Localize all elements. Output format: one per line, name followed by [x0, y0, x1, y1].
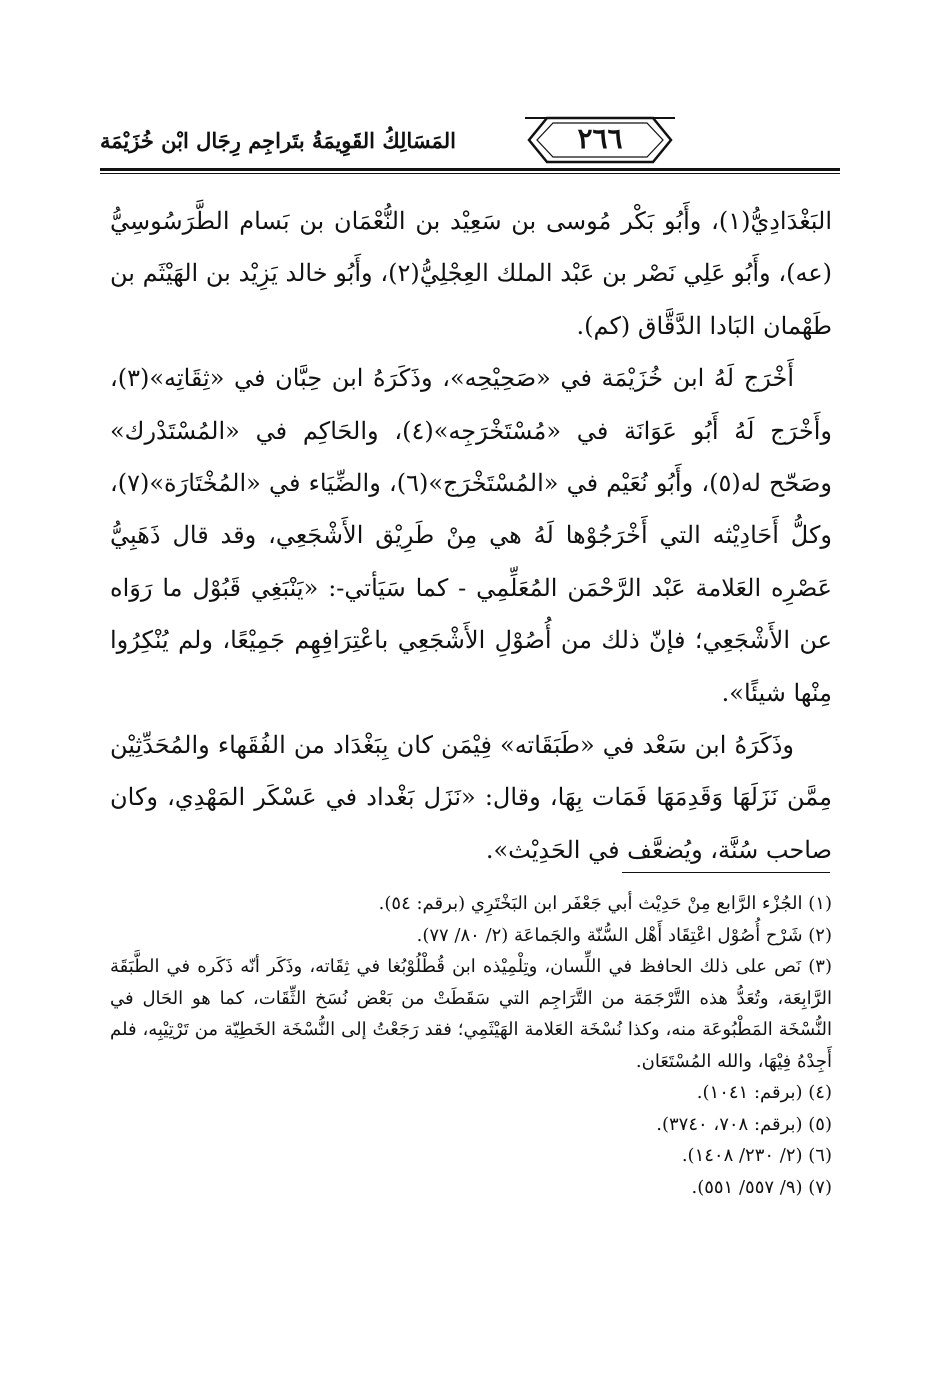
- footnote-1: (١) الجُزْء الرَّابع مِنْ حَدِيْث أبي جَعْفَر ابن البَخْتَرِي (برقم: ٥٤).: [378, 893, 832, 914]
- footnote-2: (٢) شَرْح أُصُوْل اعْتِقَاد أَهْل السُّنّة والجَماعَة (٢/ ٨٠/ ٧٧).: [416, 924, 832, 946]
- book-title: المَسَالِكُ القَوِيمَةُ بتَراجِم رِجَال ابْن خُزَيْمَة: [100, 128, 456, 153]
- footnote-4: (٤) (برقم: ١٠٤١).: [696, 1082, 832, 1103]
- page-header: [100, 96, 840, 176]
- footnote-3: (٣) نَص على ذلك الحافظ في اللِّسان، وتِلْمِيْذه ابن قُطْلُوْبُغا في ثِقَاته، وذَكَر أنّه ذَكَره في الطَّبَقَة الرَّابِعَة، وتُعَدُّ هذه التَّرْجَمَة من التَّرَاجِم التي سَقَطَتْ من بَعْض نُسَخ الثِّقَات، كما هو الحَال في النُّسْخَة المَطْبُوعَة منه، وكذا نُسْخَة العَلامة الهَيْثَمِي؛ فقد رَجَعْتُ إلى النُّسْخَة الخَطِيّة من تَرْتِيْبِه، فلم أَجِدْهُ فِيْهَا، والله المُسْتَعَان.: [110, 956, 832, 1072]
- footnote-separator: [622, 872, 830, 873]
- header-rule-thin: [100, 173, 840, 174]
- paragraph-3: وذَكَرَهُ ابن سَعْد في «طَبَقَاته» فِيْمَن كان بِبَغْدَاد من الفُقَهاء والمُحَدِّثِيْن مِمَّن نَزَلَهَا وَقَدِمَهَا فَمَات بِهَا، وقال: «نَزَل بَغْداد في عَسْكَر المَهْدِي، وكان صاحب سُنَّة، ويُضعَّف في الحَدِيْث».: [110, 731, 832, 864]
- paragraph-2: أَخْرَج لَهُ ابن خُزَيْمَة في «صَحِيْحِه»، وذَكَرَهُ ابن حِبَّان في «ثِقَاتِه»(٣)، وأَخْرَج لَهُ أَبُو عَوَانَة في «مُسْتَخْرَجِه»(٤)، والحَاكِم في «المُسْتَدْرك» وصَحّح له(٥)، وأَبُو نُعَيْم في «المُسْتَخْرَج»(٦)، والضِّيَاء في «المُخْتَارَة»(٧)، وكلُّ أَحَادِيْثه التي أَخْرَجُوْها لَهُ هي مِنْ طَرِيْق الأَشْجَعِي، وقد قال ذَهَبِيُّ عَصْرِه العَلامة عَبْد الرَّحْمَن المُعَلِّمِي - كما سَيَأتي-: «يَنْبَغِي قَبُوْل ما رَوَاه عن الأَشْجَعِي؛ فإنّ ذلك من أُصُوْلِ الأَشْجَعِي باعْتِرَافِهِم جَمِيْعًا، ولم يُنْكِرُوا مِنْها شيئًا».: [110, 364, 833, 707]
- footnote-5: (٥) (برقم: ٧٠٨، ٣٧٤٠).: [656, 1113, 832, 1135]
- footnotes: [110, 888, 832, 1203]
- page-number: ٢٦٦: [577, 122, 623, 155]
- header-rule: [100, 168, 840, 171]
- main-text: [110, 195, 832, 876]
- footnote-7: (٧) (٩/ ٥٥٧/ ٥٥١).: [691, 1176, 832, 1198]
- footnote-6: (٦) (٢/ ٢٣٠/ ١٤٠٨).: [681, 1145, 832, 1166]
- page-number-frame: [525, 110, 675, 166]
- paragraph-1: البَغْدَادِيُّ(١)، وأَبُو بَكْر مُوسى بن سَعِيْد بن النُّعْمَان بن بَسام الطَّرَسُوسِيُّ (عه)، وأَبُو عَلِي نَصْر بن عَبْد الملك العِجْلِيُّ(٢)، وأَبُو خالد يَزِيْد بن الهَيْثَم بن طَهْمان البَادا الدَّقَّاق (كم).: [110, 207, 833, 340]
